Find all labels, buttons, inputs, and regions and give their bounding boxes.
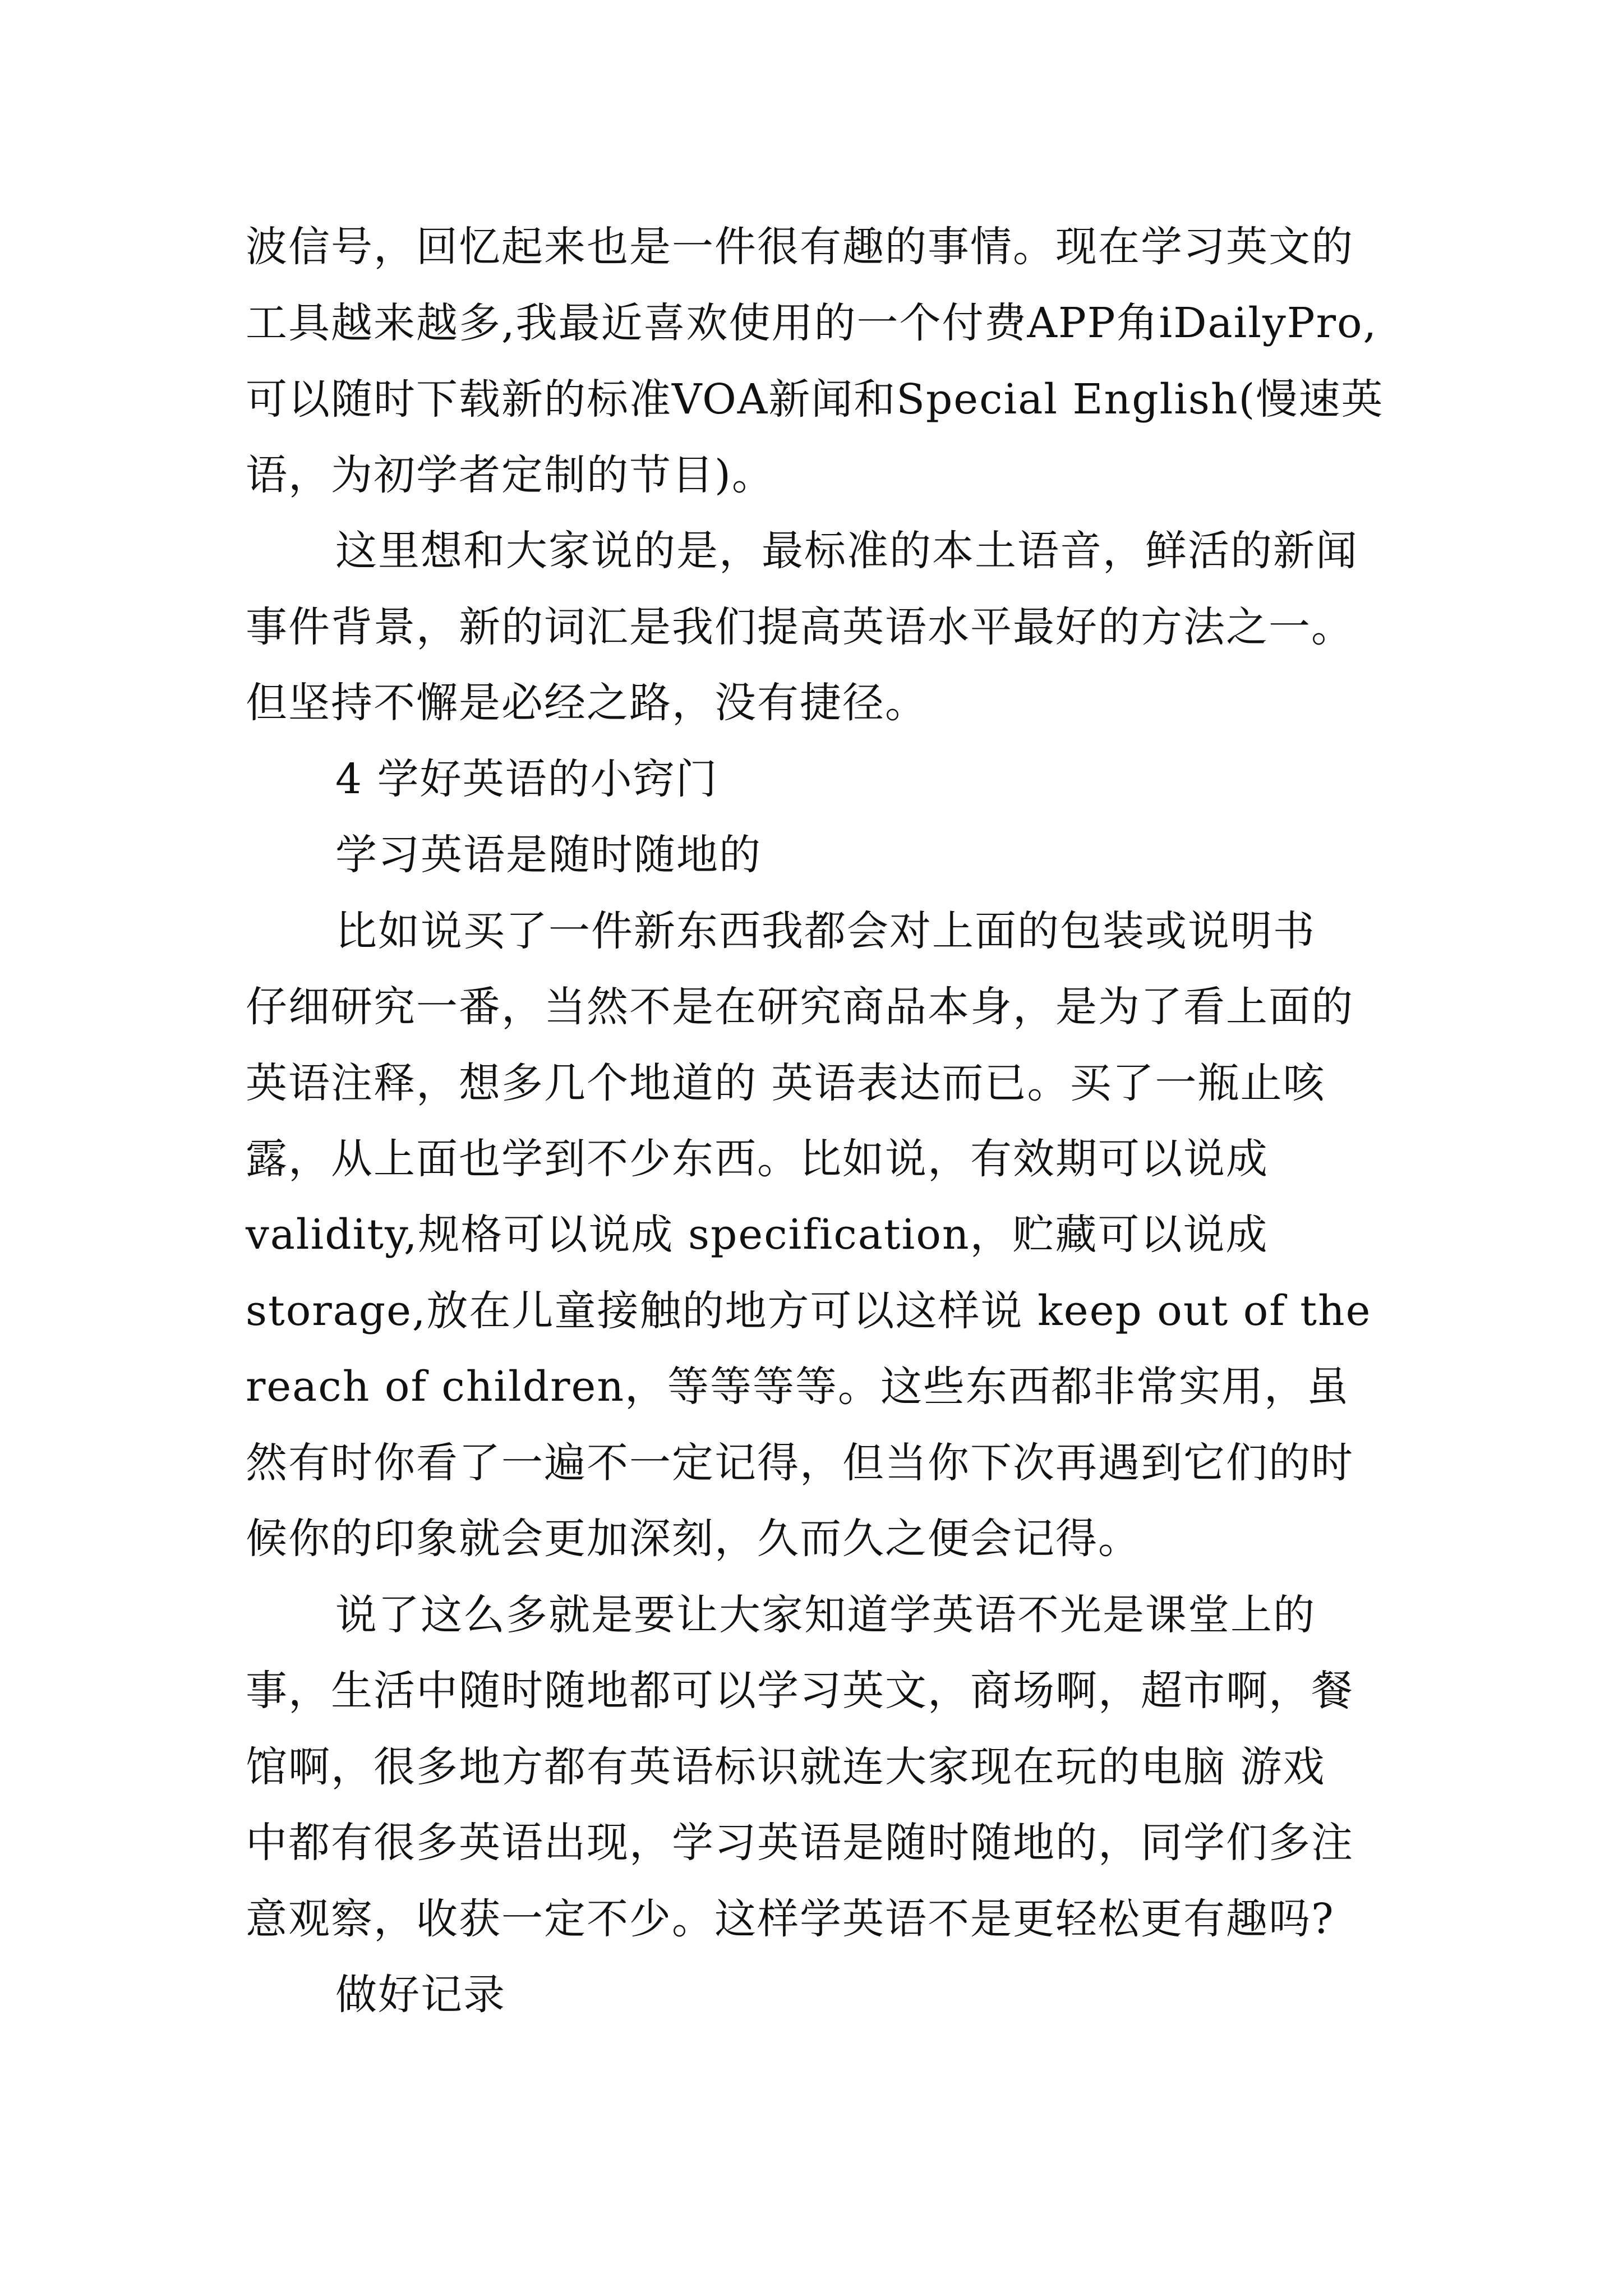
text-line: validity,规格可以说成 specification，贮藏可以说成 bbox=[246, 1211, 1269, 1259]
text-line: 但坚持不懈是必经之路，没有捷径。 bbox=[246, 679, 928, 727]
text-line: 事，生活中随时随地都可以学习英文，商场啊，超市啊，餐 bbox=[246, 1667, 1354, 1715]
text-line: storage,放在儿童接触的地方可以这样说 keep out of the bbox=[246, 1287, 1372, 1335]
text-line: reach of children，等等等等。这些东西都非常实用，虽 bbox=[246, 1363, 1350, 1411]
text-line: 波信号，回忆起来也是一件很有趣的事情。现在学习英文的 bbox=[246, 223, 1354, 271]
text-line: 馆啊，很多地方都有英语标识就连大家现在玩的电脑 游戏 bbox=[246, 1743, 1326, 1791]
text-line: 露，从上面也学到不少东西。比如说，有效期可以说成 bbox=[246, 1135, 1269, 1183]
text-line: 然有时你看了一遍不一定记得，但当你下次再遇到它们的时 bbox=[246, 1439, 1354, 1487]
paragraph-start-line: 说了这么多就是要让大家知道学英语不光是课堂上的 bbox=[335, 1591, 1316, 1639]
text-line: 仔细研究一番，当然不是在研究商品本身，是为了看上面的 bbox=[246, 983, 1354, 1031]
text-line: 候你的印象就会更加深刻，久而久之便会记得。 bbox=[246, 1515, 1141, 1563]
text-line: 可以随时下载新的标准VOA新闻和Special English(慢速英 bbox=[246, 375, 1384, 424]
text-line: 工具越来越多,我最近喜欢使用的一个付费APP角iDailyPro, bbox=[246, 299, 1378, 347]
text-line: 语，为初学者定制的节目)。 bbox=[246, 451, 774, 499]
subheading: 做好记录 bbox=[335, 1971, 506, 2019]
section-heading: 4 学好英语的小窍门 bbox=[335, 755, 718, 803]
subheading: 学习英语是随时随地的 bbox=[335, 831, 762, 879]
paragraph-start-line: 比如说买了一件新东西我都会对上面的包装或说明书 bbox=[335, 907, 1316, 955]
paragraph-start-line: 这里想和大家说的是，最标准的本土语音，鲜活的新闻 bbox=[335, 527, 1358, 575]
text-line: 英语注释，想多几个地道的 英语表达而已。买了一瓶止咳 bbox=[246, 1059, 1326, 1107]
text-line: 中都有很多英语出现，学习英语是随时随地的，同学们多注 bbox=[246, 1819, 1354, 1867]
text-line: 事件背景，新的词汇是我们提高英语水平最好的方法之一。 bbox=[246, 603, 1354, 651]
text-line: 意观察，收获一定不少。这样学英语不是更轻松更有趣吗? bbox=[246, 1895, 1335, 1943]
